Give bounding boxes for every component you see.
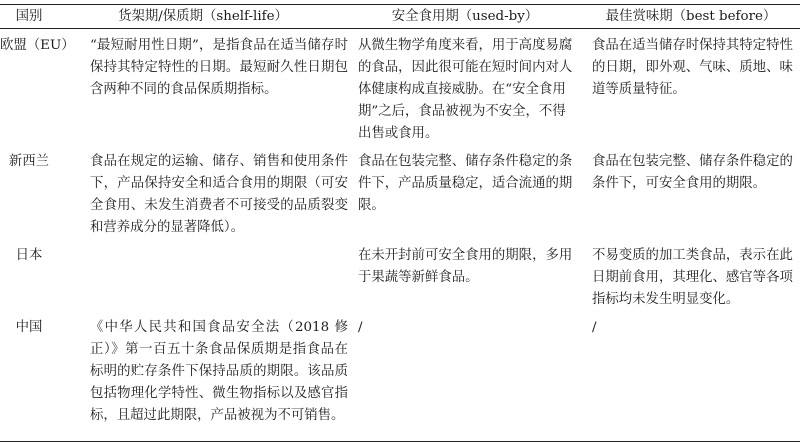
best-before-cell: 食品在包装完整、储存条件稳定的条件下，可安全食用的期限。 xyxy=(592,154,793,191)
table-row xyxy=(0,311,800,442)
used-by-cell: 食品在包装完整、储存条件稳定的条件下，产品质量稳定，适合流通的期限。 xyxy=(358,154,573,213)
used-by-cell: / xyxy=(358,320,363,335)
header-best-before: 最佳赏味期（best before） xyxy=(605,9,777,24)
used-by-cell: 从微生物学角度来看，用于高度易腐的食品，因此很可能在短时间内对人体健康构成直接威胁。在“安全食用期”之后，食品被视为不安全，不得出售或食用。 xyxy=(358,38,573,141)
best-before-cell: / xyxy=(592,320,597,335)
header-shelf-life: 货架期/保质期（shelf-life） xyxy=(118,9,288,24)
table-row xyxy=(0,239,800,311)
shelf-life-cell: “最短耐用性日期”，是指食品在适当储存时保持其特定特性的日期。最短耐久性日期包含两种不同的食品保质期指标。 xyxy=(90,38,348,97)
header-country: 国别 xyxy=(15,9,43,24)
table-row xyxy=(0,29,800,146)
used-by-cell: 在未开封前可安全食用的期限，多用于果蔬等新鲜食品。 xyxy=(358,248,573,285)
table-row xyxy=(0,145,800,239)
table-body xyxy=(0,29,800,442)
shelf-life-cell: 《中华人民共和国食品安全法（2018 修正）》第一百五十条食品保质期是指食品在标明的贮存条件下保持品质的期限。该品质包括物理化学特性、微生物指标以及感官指标，且超过此期限，产品被视为不可销售。 xyxy=(90,320,348,423)
shelf-life-cell: 食品在规定的运输、储存、销售和使用条件下，产品保持安全和适合食用的期限（可安全食用、未发生消费者不可接受的品质裂变和营养成分的显著降低）。 xyxy=(90,154,348,235)
country-cell: 欧盟（EU） xyxy=(0,38,75,53)
header-used-by: 安全食用期（used-by） xyxy=(391,9,539,24)
country-cell: 新西兰 xyxy=(8,154,50,169)
country-cell: 中国 xyxy=(15,320,43,335)
best-before-cell: 不易变质的加工类食品，表示在此日期前食用，其理化、感官等各项指标均未发生明显变化。 xyxy=(592,248,793,307)
table-header xyxy=(0,5,800,29)
best-before-cell: 食品在适当储存时保持其特定特性的日期，即外观、气味、质地、味道等质量特征。 xyxy=(592,38,793,97)
shelf-life-comparison-table xyxy=(0,4,800,442)
shelf-life-cell xyxy=(58,239,348,311)
country-cell: 日本 xyxy=(15,248,43,263)
header-row xyxy=(0,5,800,29)
